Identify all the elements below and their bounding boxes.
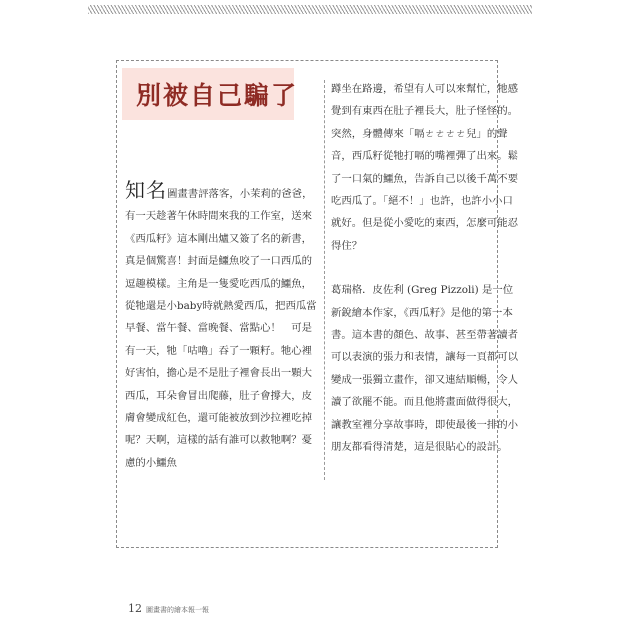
article-title: 別被自己騙了 — [136, 81, 299, 110]
left-column — [125, 180, 321, 474]
page-number: 12 — [128, 602, 142, 615]
column-divider — [324, 80, 325, 480]
page-footer — [128, 602, 209, 615]
lead-word: 知名 — [125, 178, 167, 202]
running-title: 圖畫書的繪本報一報 — [146, 606, 209, 614]
header-hatch-bar — [88, 5, 532, 14]
left-paragraph — [125, 180, 321, 474]
right-column — [331, 78, 519, 459]
right-paragraph-1: 蹲坐在路邊，希望有人可以來幫忙，牠感覺到有東西在肚子裡長大，肚子怪怪的。突然，身體傳來「嗝ㄜㄜㄜㄜ兒」的聲音，西瓜籽從牠打嗝的嘴裡彈了出來。鬆了一口氣的鱷魚，告訴自己以後千萬不要吃西瓜了。「絕不！」也許，也許小小口就好。但是從小愛吃的東西，怎麼可能忍得住？ — [331, 83, 519, 252]
left-paragraph-text: 圖畫書評落客，小茉莉的爸爸，有一天趁著午休時間來我的工作室，送來《西瓜籽》這本剛出爐又簽了名的新書，真是個驚喜！封面是鱷魚咬了一口西瓜的逗趣模樣。主角是一隻愛吃西瓜的鱷魚，從牠還是小baby時就熱愛西瓜，把西瓜當早餐、當午餐、當晚餐、當點心！ 可是有一天，牠「咕嚕」吞了一顆籽。牠心裡好害怕，擔心是不是肚子裡會長出一顆大西瓜，耳朵會冒出爬藤，肚子會撐大，皮膚會變成紅色，還可能被放到沙拉裡吃掉呢？天啊，這樣的話有誰可以救牠啊？憂慮的小鱷魚 — [125, 188, 317, 469]
right-paragraph-2: 葛瑞格．皮佐利 (Greg Pizzoli) 是一位新銳繪本作家，《西瓜籽》是他的第一本書。這本書的顏色、故事、甚至帶著讀者可以表演的張力和表情，讓每一頁都可以變成一張獨立畫作，卻又連結順暢，令人讀了欲罷不能。而且他將畫面做得很大，讓教室裡分享故事時，即使最後一排的小朋友都看得清楚，這是很貼心的設計。 — [331, 284, 519, 454]
